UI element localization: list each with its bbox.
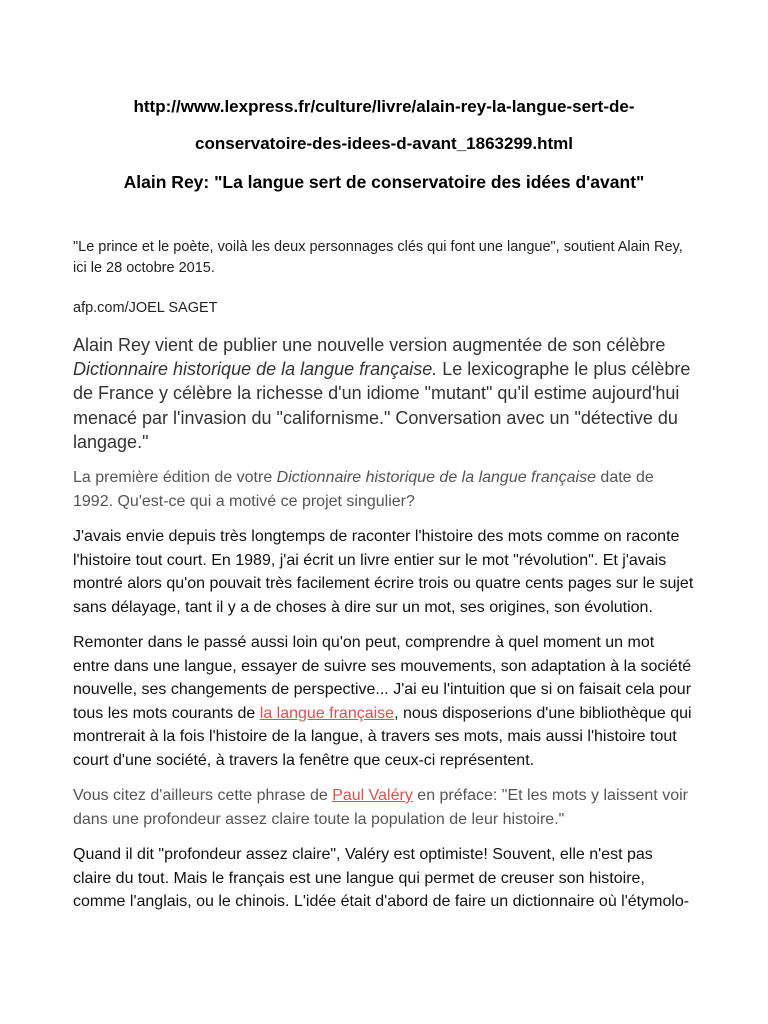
interview-answer-2 (73, 631, 695, 772)
question-2-text-end: en préface: "Et les mots y laissent voir dans une profondeur assez claire toute la population de leur histoire." (73, 787, 688, 828)
article-headline: Alain Rey: "La langue sert de conservatoire des idées d'avant" (123, 172, 645, 192)
question-2-text-start: Vous citez d'ailleurs cette phrase de (73, 787, 333, 805)
interview-question-1 (73, 466, 695, 513)
question-1-book-title: Dictionnaire historique de la langue française (276, 469, 596, 487)
lead-text-end: Le lexicographe le plus célèbre de France y célèbre la richesse d'un idiome "mutant" qu'il estime aujourd'hui menacé par l'invasion du "californisme." Conversation avec un "détective du langage." (73, 359, 691, 452)
photo-caption: "Le prince et le poète, voilà les deux personnages clés qui font une langue", soutient Alain Rey, ici le 28 octobre 2015. (73, 239, 683, 276)
question-1-text-start: La première édition de votre (73, 469, 277, 487)
interview-answer-1: J'avais envie depuis très longtemps de raconter l'histoire des mots comme on raconte l'histoire tout court. En 1989, j'ai écrit un livre entier sur le mot "révolution". Et j'avais montré alors qu'on pouvait très facilement écrire trois ou quatre cents pages sur le sujet sans délayage, tant il y a de choses à dire sur un mot, ses origines, son évolution. (73, 528, 694, 616)
lead-book-title: Dictionnaire historique de la langue française. (73, 359, 438, 380)
source-url-line2: conservatoire-des-idees-d-avant_1863299.html (195, 134, 573, 153)
source-url[interactable] (73, 0, 695, 162)
answer-2-text-start: Remonter dans le passé aussi loin qu'on peut, comprendre à quel moment un mot entre dans une langue, essayer de suivre ses mouvements, son adaptation à la société nouvelle, ses changements de perspective... J'ai eu l'intuition que si on faisait cela pour tous les mots courants de (73, 634, 692, 722)
interview-question-2 (73, 784, 695, 831)
answer-2-text-end: , nous disposerions d'une bibliothèque qui montrerait à la fois l'histoire de la langue, à travers ses mots, mais aussi l'histoire tout court d'une société, à travers la fenêtre que ceux-ci représentent. (73, 704, 692, 769)
source-url-line1: http://www.lexpress.fr/culture/livre/alain-rey-la-langue-sert-de- (133, 97, 635, 116)
article-lead (73, 333, 695, 454)
question-1-text-end: date de 1992. Qu'est-ce qui a motivé ce projet singulier? (73, 469, 654, 510)
photo-credit: afp.com/JOEL SAGET (73, 300, 218, 316)
interview-answer-3: Quand il dit "profondeur assez claire", Valéry est optimiste! Souvent, elle n'est pas claire du tout. Mais le français est une langue qui permet de creuser son histoire, comme l'anglais, ou le chinois. L'idée était d'abord de faire un dictionnaire où l'étymolo- (73, 846, 690, 911)
link-langue-francaise[interactable]: la langue française (259, 704, 395, 722)
lead-text-start: Alain Rey vient de publier une nouvelle version augmentée de son célèbre (73, 335, 666, 355)
link-paul-valery[interactable]: Paul Valéry (332, 787, 413, 805)
